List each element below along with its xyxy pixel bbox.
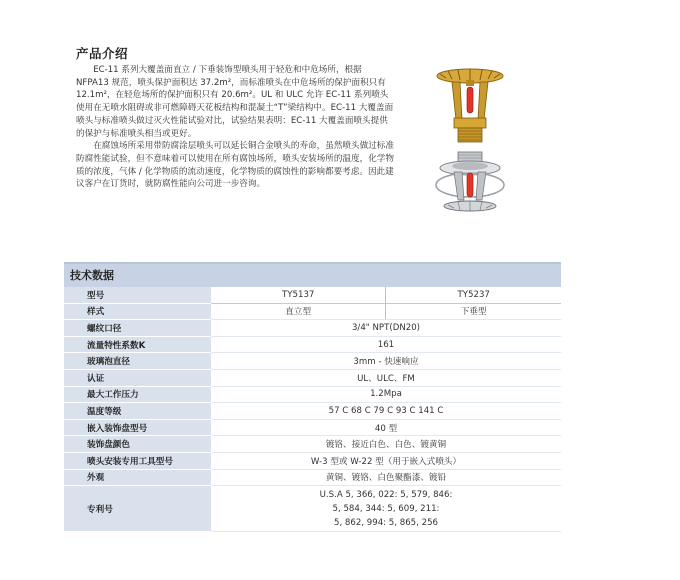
row-label: 最大工作压力 — [64, 386, 211, 403]
table-row — [64, 386, 561, 403]
row-value: UL、ULC、FM — [211, 369, 561, 386]
table-row — [64, 353, 561, 370]
intro-body — [76, 64, 396, 191]
product-images — [424, 60, 514, 230]
row-value: 镀铬、接近白色、白色、镀黄铜 — [211, 436, 561, 453]
row-label: 螺纹口径 — [64, 320, 211, 337]
table-row — [64, 303, 561, 320]
row-value: 3/4" NPT(DN20) — [211, 320, 561, 337]
row-label: 专利号 — [64, 486, 211, 532]
table-row — [64, 320, 561, 337]
row-value: 40 型 — [211, 419, 561, 436]
intro-paragraph-1: EC-11 系列大覆盖面直立 / 下垂装饰型喷头用于轻危和中危场所，根据 NFPA13 规范，喷头保护面积达 37.2m²，而标准喷头在中危场所的保护面积只有 12.1m²，在轻危场所的保护面积只有 20.6m²。UL 和 ULC 允许 EC-11 系列喷头使用在无喷水阻碍或非可燃障碍天花板结构和混凝土“T”梁结构中。EC-11 大覆盖面喷头与标准喷头做过灭火性能试验对比，试验结果表明：EC-11 大覆盖面喷头提供的保护与标准喷头相当或更好。 — [76, 65, 394, 139]
pendent-chrome-sprinkler-icon — [436, 152, 504, 211]
row-label: 玻璃泡直径 — [64, 353, 211, 370]
intro-paragraph-2: 在腐蚀场所采用带防腐涂层喷头可以延长铜合金喷头的寿命，虽然喷头做过标准防腐性能试验，但不意味着可以使用在所有腐蚀场所，喷头安装场所的温度，化学物质的浓度，气体 / 化学物质的流动速度，化学物质的腐蚀性的影响都要考虑。因此建议客户在订货时，就防腐性能向公司进一步咨询。 — [76, 141, 394, 190]
tech-data-title: 技术数据 — [64, 262, 561, 287]
patent-line: 5, 862, 994: 5, 865, 256 — [333, 517, 439, 528]
row-value: 57 C 68 C 79 C 93 C 141 C — [211, 403, 561, 420]
table-row — [64, 369, 561, 386]
row-label: 喷头安装专用工具型号 — [64, 452, 211, 469]
row-label: 外观 — [64, 469, 211, 486]
row-label: 流量特性系数K — [64, 336, 211, 353]
tech-data-panel — [64, 262, 561, 532]
intro-title: 产品介绍 — [76, 46, 129, 61]
table-row — [64, 486, 561, 532]
table-row — [64, 469, 561, 486]
patent-line: 5, 584, 344: 5, 609, 211: — [332, 503, 440, 514]
spec-table — [64, 287, 561, 532]
patent-value — [211, 486, 561, 532]
row-label: 装饰盘颜色 — [64, 436, 211, 453]
upright-brass-sprinkler-icon — [424, 60, 514, 230]
table-row — [64, 419, 561, 436]
table-row — [64, 452, 561, 469]
row-value: 1.2Mpa — [211, 386, 561, 403]
table-row — [64, 436, 561, 453]
table-row — [64, 287, 561, 303]
row-value: 3mm - 快速响应 — [211, 353, 561, 370]
row-label: 温度等级 — [64, 403, 211, 420]
model-a: TY5137 — [211, 287, 386, 303]
row-label: 型号 — [64, 287, 211, 303]
table-row — [64, 336, 561, 353]
row-value: W-3 型或 W-22 型（用于嵌入式喷头） — [211, 452, 561, 469]
row-label: 样式 — [64, 303, 211, 320]
style-a: 直立型 — [211, 303, 386, 320]
style-b: 下垂型 — [386, 303, 561, 320]
row-value: 161 — [211, 336, 561, 353]
patent-line: U.S.A 5, 366, 022: 5, 579, 846: — [319, 489, 453, 500]
row-label: 嵌入装饰盘型号 — [64, 419, 211, 436]
model-b: TY5237 — [386, 287, 561, 303]
row-label: 认证 — [64, 369, 211, 386]
row-value: 黄铜、镀铬、白色聚酯漆、镀铅 — [211, 469, 561, 486]
table-row — [64, 403, 561, 420]
